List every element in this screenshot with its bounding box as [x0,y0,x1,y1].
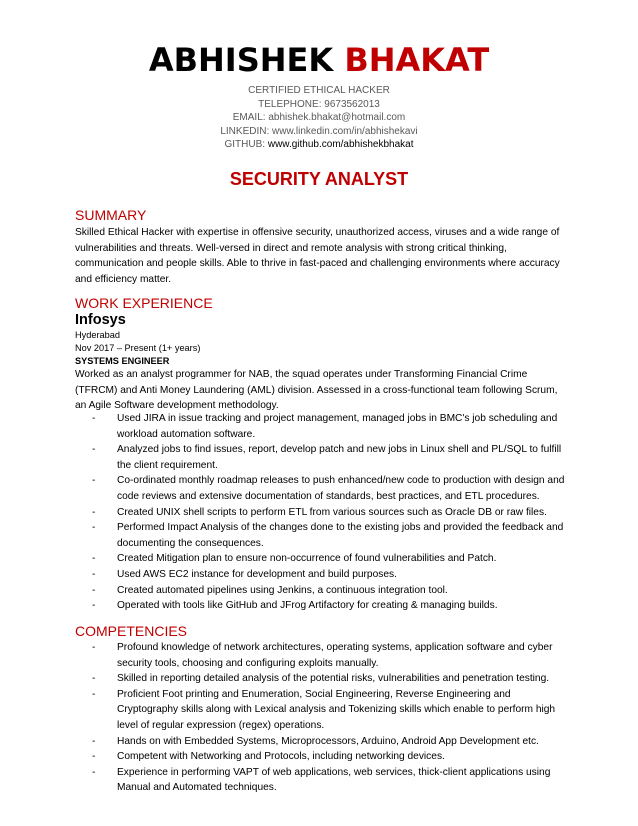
telephone-line: TELEPHONE: 9673562013 [258,98,380,110]
list-item: - Performed Impact Analysis of the changes done to the existing jobs and provided the feedback and documenting the consequences. [92,522,564,549]
candidate-name [0,40,638,80]
list-item: - Proficient Foot printing and Enumeration, Social Engineering, Reverse Engineering and Cryptography skills along with Lexical analysis and Tokenizing skills which enable to perform high level of regular expression (regex) operations. [92,688,556,731]
list-item: - Skilled in reporting detailed analysis of the potential risks, vulnerabilities and penetration testing. [92,673,550,685]
email-line: EMAIL: abhishek.bhakat@hotmail.com [232,112,406,124]
list-item: - Analyzed jobs to find issues, report, develop patch and new jobs in Linux shell and PL/SQL to fulfill the client requirement. [92,444,562,471]
competencies-heading: COMPETENCIES [75,623,188,639]
linkedin-line: LINKEDIN: www.linkedin.com/in/abhishekavi [220,125,418,137]
github-value: www.github.com/abhishekbhakat [267,139,414,151]
list-item: - Used AWS EC2 instance for development and build purposes. [92,568,397,580]
github-line [0,138,638,152]
list-item: - Hands on with Embedded Systems, Microprocessors, Arduino, Android App Development etc. [92,735,539,747]
contact-block [0,84,638,152]
list-item: - Created UNIX shell scripts to perform ETL from various sources such as Oracle DB or raw files. [92,506,547,518]
list-item: - Profound knowledge of network architectures, operating systems, application software and cyber security tools, choosing and configuring exploits manually. [92,642,553,669]
summary-text: Skilled Ethical Hacker with expertise in offensive security, unauthorized access, viruses and a wide range of vulnerabilities and threats. Well-versed in direct and remote analysis with strong critical thinking, communication and people skills. Able to thrive in fast-paced and challenging environments where accuracy and efficiency matter. [75,227,560,285]
first-name: ABHISHEK [148,41,334,79]
list-item: - Used JIRA in issue tracking and project management, managed jobs in BMC's job scheduling and workload automation software. [92,413,558,440]
list-item: - Created Mitigation plan to ensure non-occurrence of found vulnerabilities and Patch. [92,553,497,565]
work-experience-heading: WORK EXPERIENCE [75,295,213,311]
company-name: Infosys [75,312,126,328]
list-item: - Co-ordinated monthly roadmap releases to push enhanced/new code to production with design and code reviews and extensive documentation of standards, best practices, and ETL procedures. [92,475,565,502]
job-dates: Nov 2017 – Present (1+ years) [75,343,201,353]
list-item: - Experience in performing VAPT of web applications, web services, thick-client applications using Manual and Automated techniques. [92,766,551,794]
job-location: Hyderabad [75,330,120,340]
role-title: SECURITY ANALYST [229,169,409,189]
job-title: SYSTEMS ENGINEER [75,356,170,366]
job-description: Worked as an analyst programmer for NAB, the squad operates under Transforming Financial Crime (TFRCM) and Anti Money Laundering (AML) division. Assessed in a cross-functional team following Scrum, an Agile Software development methodology. [75,369,558,412]
list-item: - Created automated pipelines using Jenkins, a continuous integration tool. [92,584,448,596]
summary-heading: SUMMARY [75,207,147,223]
list-item: - Competent with Networking and Protocols, including networking devices. [92,751,445,763]
github-label: GITHUB: [224,139,268,151]
experience-bullets [75,411,570,614]
last-name: BHAKAT [344,41,490,79]
certification-line: CERTIFIED ETHICAL HACKER [248,85,390,96]
competencies-bullets [75,640,570,796]
list-item: - Operated with tools like GitHub and JFrog Artifactory for creating & managing builds. [92,600,498,612]
